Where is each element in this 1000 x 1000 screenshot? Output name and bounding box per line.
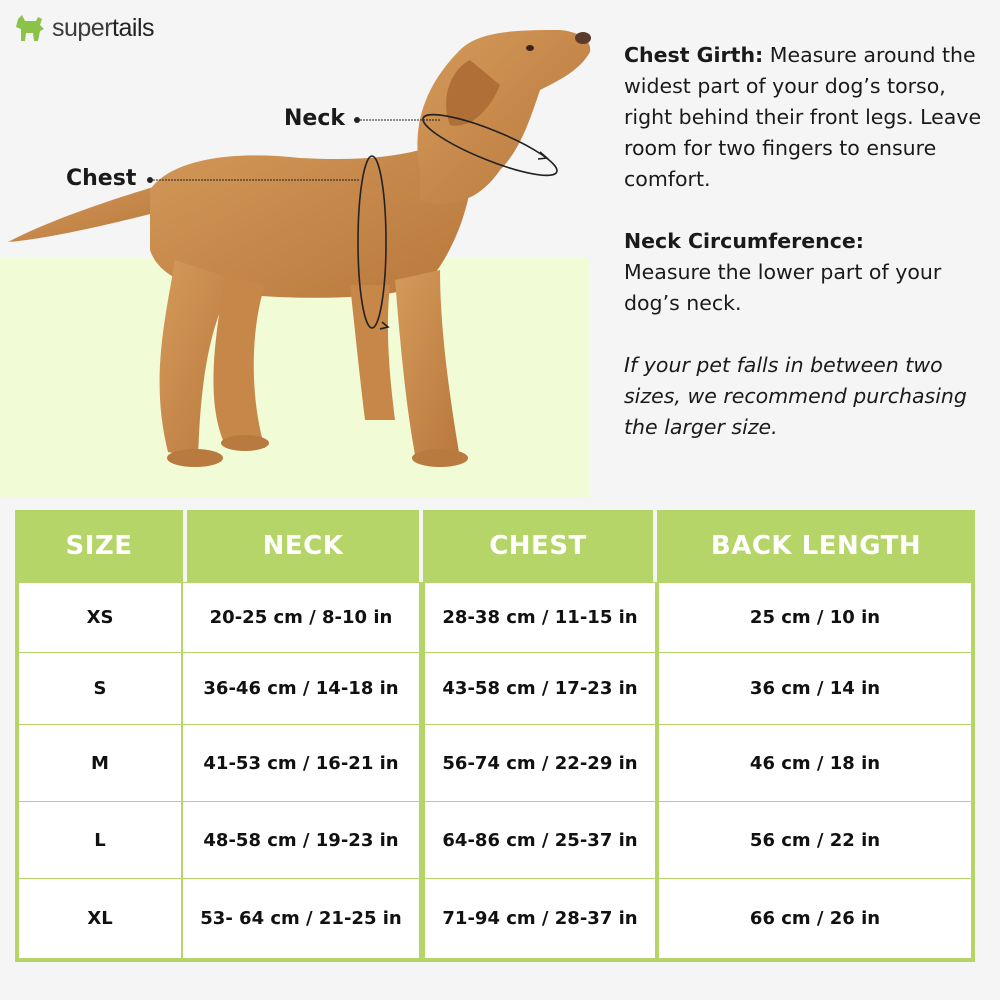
- neck-label: Neck: [284, 106, 346, 131]
- size-recommendation-note: If your pet falls in between two sizes, we recommend purchasing the larger size.: [624, 353, 967, 439]
- neck-circumference-title: Neck Circumference:: [624, 229, 864, 253]
- measurement-instructions: [624, 40, 984, 443]
- neck-circumference-instruction: [624, 226, 984, 319]
- dog-illustration: [0, 0, 600, 500]
- table-cell-back-length: 36 cm / 14 in: [659, 653, 971, 724]
- table-cell-size: L: [19, 802, 181, 878]
- table-cell-size: S: [19, 653, 181, 724]
- header-back-length: BACK LENGTH: [657, 510, 975, 582]
- header-neck: NECK: [187, 510, 419, 582]
- table-cell-size: XS: [19, 583, 181, 652]
- table-cell-chest: 43-58 cm / 17-23 in: [425, 653, 655, 724]
- table-cell-chest: 71-94 cm / 28-37 in: [425, 879, 655, 958]
- neck-circumference-text: Measure the lower part of your dog’s neck.: [624, 260, 942, 315]
- header-chest: CHEST: [423, 510, 653, 582]
- table-cell-neck: 41-53 cm / 16-21 in: [183, 725, 419, 801]
- table-cell-back-length: 66 cm / 26 in: [659, 879, 971, 958]
- table-cell-back-length: 46 cm / 18 in: [659, 725, 971, 801]
- table-cell-chest: 56-74 cm / 22-29 in: [425, 725, 655, 801]
- table-cell-chest: 64-86 cm / 25-37 in: [425, 802, 655, 878]
- table-cell-back-length: 25 cm / 10 in: [659, 583, 971, 652]
- chest-girth-instruction: [624, 40, 984, 195]
- header-size: SIZE: [15, 510, 183, 582]
- logo-wordmark: supertails: [52, 13, 155, 42]
- table-cell-neck: 53- 64 cm / 21-25 in: [183, 879, 419, 958]
- table-cell-back-length: 56 cm / 22 in: [659, 802, 971, 878]
- table-cell-chest: 28-38 cm / 11-15 in: [425, 583, 655, 652]
- chest-label: Chest: [66, 166, 137, 191]
- dog-measurement-diagram: [0, 0, 600, 500]
- table-cell-neck: 36-46 cm / 14-18 in: [183, 653, 419, 724]
- size-chart-table: [15, 510, 975, 962]
- table-cell-size: XL: [19, 879, 181, 958]
- table-cell-size: M: [19, 725, 181, 801]
- table-cell-neck: 20-25 cm / 8-10 in: [183, 583, 419, 652]
- chest-girth-text: Measure around the widest part of your dog’s torso, right behind their front legs. Leave room for two fingers to ensure comfort.: [624, 43, 982, 191]
- chest-girth-title: Chest Girth:: [624, 43, 764, 67]
- table-cell-neck: 48-58 cm / 19-23 in: [183, 802, 419, 878]
